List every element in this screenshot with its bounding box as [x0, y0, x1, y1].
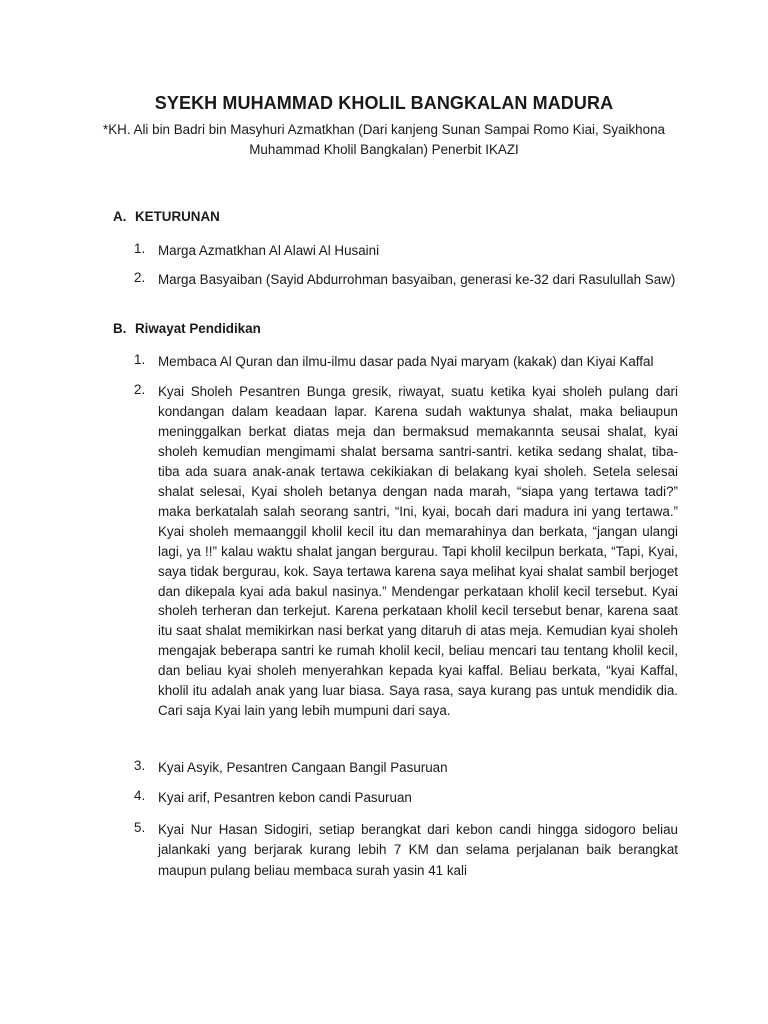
list-item [134, 352, 678, 372]
document-title: SYEKH MUHAMMAD KHOLIL BANGKALAN MADURA [154, 93, 614, 113]
list-number: 2. [134, 270, 146, 285]
list-item [134, 241, 678, 261]
document-subtitle: *KH. Ali bin Badri bin Masyhuri Azmatkhan (Dari kanjeng Sunan Sampai Romo Kiai, Syaikhona Muhammad Kholil Bangkalan) Penerbit IKAZI [103, 122, 665, 157]
list-number: 5. [134, 820, 146, 835]
section-label: B. [113, 321, 127, 336]
list-number: 3. [134, 758, 146, 773]
list-item [134, 788, 678, 808]
list-text: Membaca Al Quran dan ilmu-ilmu dasar pada Nyai maryam (kakak) dan Kiyai Kaffal [158, 354, 654, 369]
list-item [134, 270, 678, 290]
list-text: Kyai Nur Hasan Sidogiri, setiap berangkat dari kebon candi hingga sidogoro beliau jalankaki yang berjarak kurang lebih 7 KM dan selama perjalanan baik berangkat maupun pulang beliau membaca surah yasin 41 kali [158, 822, 678, 878]
list-text: Kyai arif, Pesantren kebon candi Pasuruan [158, 790, 412, 805]
list-text: Kyai Asyik, Pesantren Cangaan Bangil Pasuruan [158, 760, 448, 775]
list-number: 4. [134, 788, 146, 803]
section-heading-keturunan [113, 209, 220, 224]
section-title: Riwayat Pendidikan [135, 321, 261, 336]
list-number: 2. [134, 382, 146, 397]
list-item [134, 382, 678, 721]
list-number: 1. [134, 241, 146, 256]
section-heading-riwayat-pendidikan [113, 321, 261, 336]
list-number: 1. [134, 352, 146, 367]
list-text: Marga Azmatkhan Al Alawi Al Husaini [158, 243, 380, 258]
section-label: A. [113, 209, 127, 224]
list-text: Marga Basyaiban (Sayid Abdurrohman basyaiban, generasi ke-32 dari Rasulullah Saw) [158, 272, 676, 287]
list-item [134, 758, 678, 778]
section-title: KETURUNAN [135, 209, 220, 224]
list-item [134, 820, 678, 881]
list-text: Kyai Sholeh Pesantren Bunga gresik, riwayat, suatu ketika kyai sholeh pulang dari kondangan dalam keadaan lapar. Karena sudah waktunya shalat, maka beliaupun meninggalkan berkat diatas meja dan bermaksud memakannta seusai shalat, kyai sholeh kemudian mengimami shalat bersama santri-santri. ketika sedang shalat, tiba-tiba ada suara anak-anak tertawa cekikiakan di belakang kyai sholeh. Setela selesai shalat selesai, Kyai sholeh betanya dengan nada marah, “siapa yang tertawa tadi?” maka berkatalah salah seorang santri, “Ini, kyai, bocah dari madura ini yang tertawa.” Kyai sholeh memaanggil kholil kecil itu dan memarahinya dan berkata, “jangan ulangi lagi, ya !!” kalau waktu shalat jangan bergurau. Tapi kholil kecilpun berkata, “Tapi, Kyai, saya tidak bergurau, kok. Saya tertawa karena saya melihat kyai shalat sambil berjoget dan dikepala kyai ada bakul nasinya.” Mendengar perkataan kholil kecil tersebut. Kyai sholeh terheran dan terkejut. Karena perkataan kholil kecil tersebut benar, karena saat itu saat shalat memikirkan nasi berkat yang ditaruh di atas meja. Kemudian kyai sholeh mengajak beberapa santri ke rumah kholil kecil, beliau mencari tau tentang kholil kecil, dan beliau kyai sholeh menyerahkan kepada kyai kaffal. Beliau berkata, “kyai Kaffal, kholil itu adalah anak yang luar biasa. Saya rasa, saya kurang pas untuk mendidik dia. Cari saja Kyai lain yang lebih mumpuni dari saya. [158, 384, 678, 719]
